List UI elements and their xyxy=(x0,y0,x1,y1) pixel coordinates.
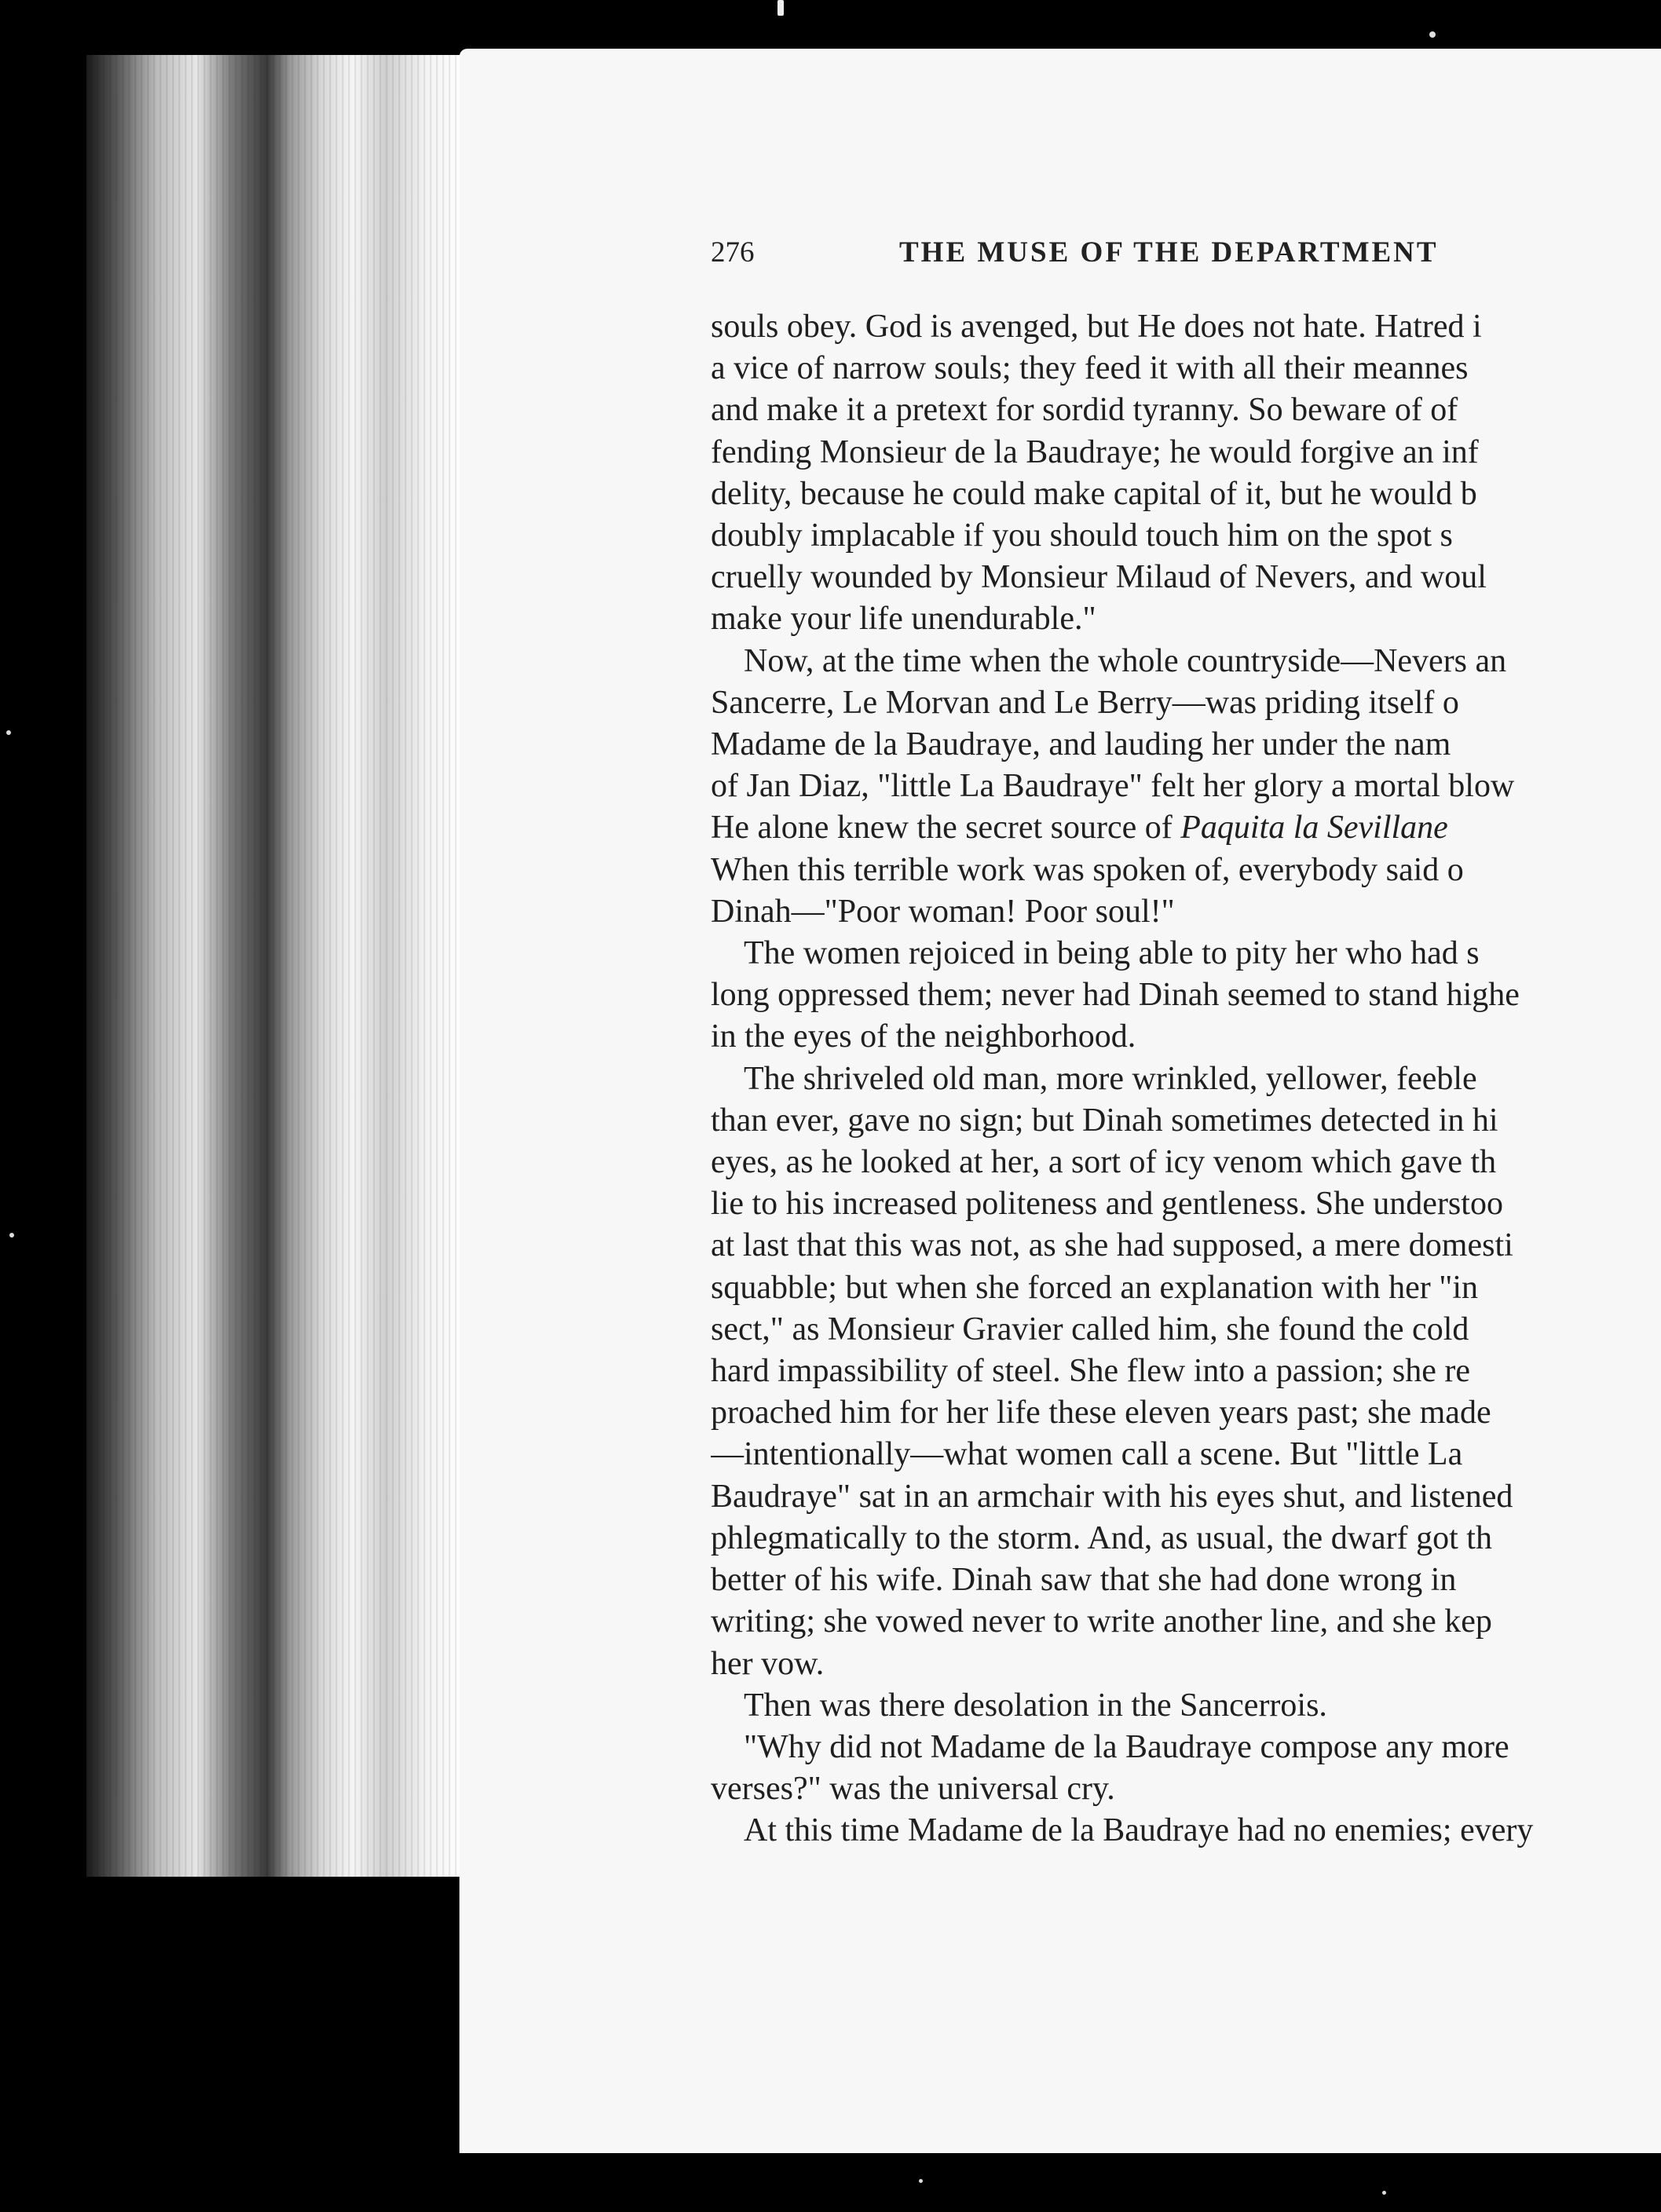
text-line: of Jan Diaz, "little La Baudraye" felt her glory a mortal blow xyxy=(711,768,1515,805)
text-line: better of his wife. Dinah saw that she had done wrong in xyxy=(711,1562,1457,1599)
text-line: phlegmatically to the storm. And, as usual, the dwarf got th xyxy=(711,1519,1492,1556)
text-line: a vice of narrow souls; they feed it with all their meannes xyxy=(711,350,1469,387)
text-line: "Why did not Madame de la Baudraye compose any more xyxy=(744,1728,1509,1765)
text-line: souls obey. God is avenged, but He does not hate. Hatred i xyxy=(711,309,1482,345)
running-title: THE MUSE OF THE DEPARTMENT xyxy=(899,236,1439,269)
book-page-edges xyxy=(86,55,463,1877)
text-line: Now, at the time when the whole countryside—Nevers an xyxy=(744,642,1507,679)
page-number: 276 xyxy=(711,236,755,269)
text-line: doubly implacable if you should touch him on the spot s xyxy=(711,517,1453,554)
text-line: cruelly wounded by Monsieur Milaud of Nevers, and woul xyxy=(711,559,1487,596)
text-line: at last that this was not, as she had supposed, a mere domesti xyxy=(711,1227,1513,1264)
text-line: and make it a pretext for sordid tyranny. So beware of of xyxy=(711,392,1458,429)
text-line: sect," as Monsieur Gravier called him, she found the cold xyxy=(711,1311,1469,1347)
text-line: Then was there desolation in the Sancerrois. xyxy=(744,1687,1327,1724)
text-line: fending Monsieur de la Baudraye; he would forgive an inf xyxy=(711,433,1479,470)
text-line: verses?" was the universal cry. xyxy=(711,1771,1115,1808)
text-line: At this time Madame de la Baudraye had no enemies; every xyxy=(744,1812,1534,1849)
body-text xyxy=(711,306,1661,1852)
text-line: in the eyes of the neighborhood. xyxy=(711,1018,1136,1055)
text-line: hard impassibility of steel. She flew into a passion; she re xyxy=(711,1353,1470,1390)
text-line-start: He alone knew the secret source of xyxy=(711,810,1181,846)
text-line: Dinah—"Poor woman! Poor soul!" xyxy=(711,893,1175,930)
text-line: —intentionally—what women call a scene. But "little La xyxy=(711,1436,1463,1473)
text-line: writing; she vowed never to write another line, and she kep xyxy=(711,1603,1492,1640)
text-line: make your life unendurable." xyxy=(711,601,1096,638)
text-line: Madame de la Baudraye, and lauding her under the nam xyxy=(711,726,1451,763)
text-line: Sancerre, Le Morvan and Le Berry—was priding itself o xyxy=(711,684,1459,721)
text-line: squabble; but when she forced an explanation with her "in xyxy=(711,1269,1479,1306)
text-line: Baudraye" sat in an armchair with his eyes shut, and listened xyxy=(711,1478,1513,1515)
text-line: long oppressed them; never had Dinah seemed to stand highe xyxy=(711,977,1520,1014)
text-line: The shriveled old man, more wrinkled, yellower, feeble xyxy=(744,1060,1477,1097)
text-line xyxy=(711,807,1661,849)
text-line: lie to his increased politeness and gentleness. She understoo xyxy=(711,1186,1503,1223)
text-line: her vow. xyxy=(711,1645,825,1682)
text-line: delity, because he could make capital of it, but he would b xyxy=(711,475,1477,512)
text-line: proached him for her life these eleven years past; she made xyxy=(711,1395,1491,1431)
text-line: When this terrible work was spoken of, everybody said o xyxy=(711,851,1464,888)
text-line: than ever, gave no sign; but Dinah sometimes detected in hi xyxy=(711,1102,1498,1139)
text-line: eyes, as he looked at her, a sort of icy venom which gave th xyxy=(711,1144,1497,1181)
book-title-italic: Paquita la Sevillane xyxy=(1180,810,1448,846)
text-line: The women rejoiced in being able to pity her who had s xyxy=(744,935,1480,972)
